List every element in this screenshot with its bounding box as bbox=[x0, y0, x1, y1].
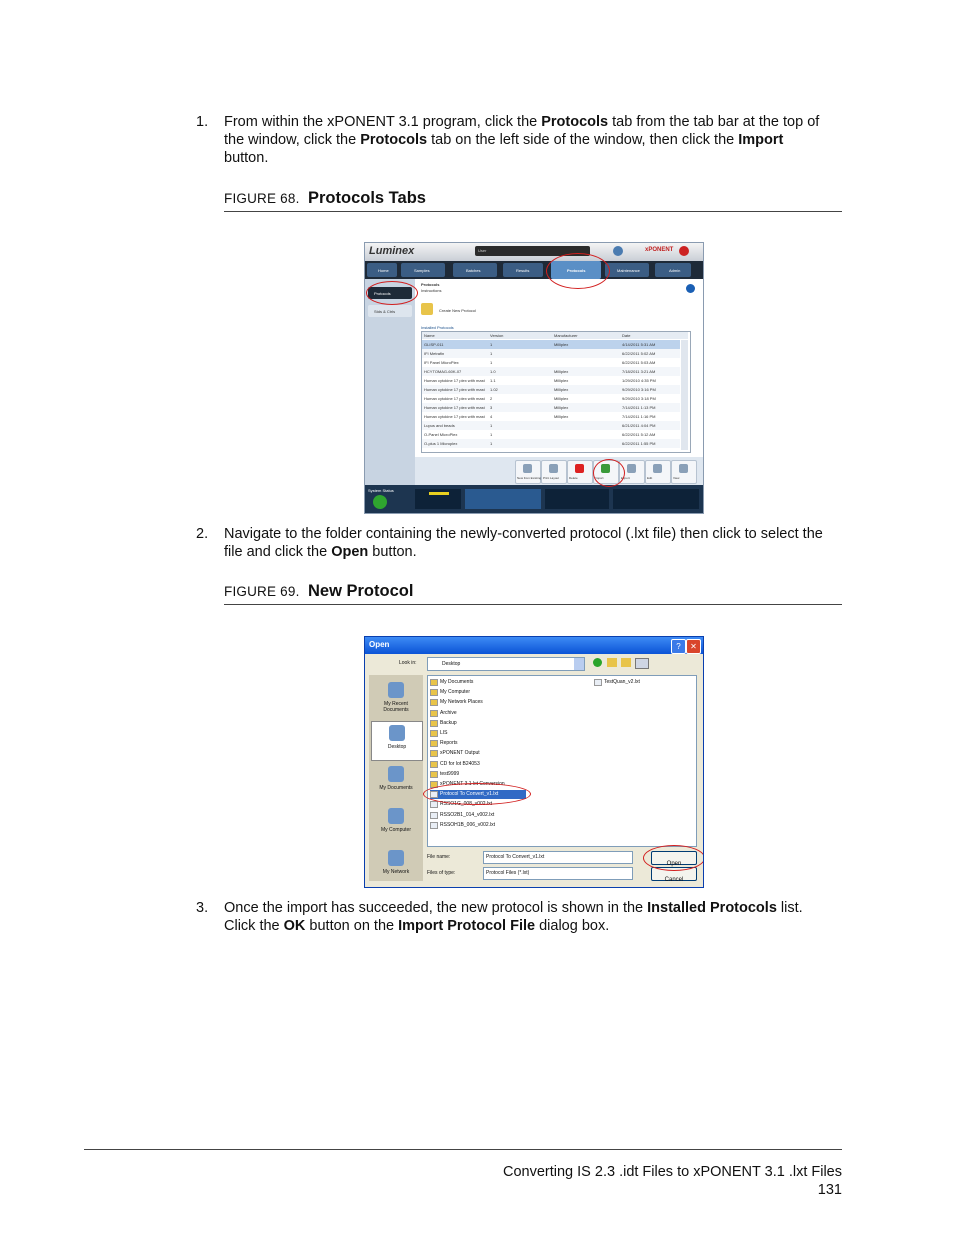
action-button-print-layout[interactable] bbox=[541, 460, 567, 484]
tab-samples[interactable] bbox=[401, 263, 445, 277]
delete-icon bbox=[575, 464, 584, 473]
lookin-select[interactable] bbox=[427, 657, 585, 671]
folder-icon bbox=[430, 679, 438, 686]
action-icon bbox=[549, 464, 558, 473]
table-cell: Human cytokine 17 plex with mast bbox=[424, 387, 485, 392]
bold-term: Protocols bbox=[360, 132, 428, 148]
file-name: Backup bbox=[440, 719, 457, 726]
create-new-icon[interactable] bbox=[421, 303, 433, 315]
action-button-label: Edit bbox=[647, 476, 653, 480]
dialog-titlebar bbox=[365, 637, 703, 654]
filetype-label: Files of type: bbox=[427, 870, 456, 876]
action-button-label: View bbox=[673, 476, 680, 480]
footer-rule bbox=[84, 1149, 842, 1150]
action-button-label: Export bbox=[621, 476, 630, 480]
action-button-edit[interactable] bbox=[645, 460, 671, 484]
help-button[interactable]: ? bbox=[671, 639, 686, 654]
table-cell: 7/14/2011 1:13 PM bbox=[622, 405, 656, 410]
side-tab-label: Protocols bbox=[374, 291, 391, 296]
table-cell: 1.1 bbox=[490, 378, 496, 383]
table-cell: 9/29/2010 3:18 PM bbox=[622, 396, 656, 401]
folder-icon bbox=[430, 740, 438, 747]
table-cell: 9/29/2010 3:16 PM bbox=[622, 387, 656, 392]
file-item[interactable] bbox=[430, 749, 526, 758]
tab-maintenance[interactable] bbox=[605, 263, 649, 277]
text-run: Once the import has succeeded, the new protocol is shown in the bbox=[224, 900, 648, 916]
tab-label: Maintenance bbox=[617, 268, 640, 273]
section-title: Protocols bbox=[421, 282, 440, 287]
table-cell: 4/14/2011 5:31 AM bbox=[622, 342, 656, 347]
bold-term: Import Protocol File bbox=[398, 918, 536, 934]
place-icon bbox=[389, 725, 405, 741]
table-cell: 4 bbox=[490, 414, 493, 419]
create-new-label[interactable]: Create New Protocol bbox=[439, 308, 476, 313]
action-button-label: Print Layout bbox=[543, 476, 560, 480]
table-cell: 3 bbox=[490, 405, 493, 410]
action-button-label: New from Existing bbox=[517, 476, 542, 480]
highlight-circle-file bbox=[423, 783, 531, 808]
table-cell: Milliplex bbox=[554, 405, 569, 410]
side-tab-label: Stds & Ctrls bbox=[374, 309, 396, 314]
table-cell: 1 bbox=[490, 441, 493, 446]
table-cell: Milliplex bbox=[554, 387, 569, 392]
table-cell: Milliplex bbox=[554, 369, 569, 374]
filetype-select[interactable] bbox=[483, 867, 633, 880]
place-label: My Computer bbox=[380, 827, 411, 833]
file-name: My Computer bbox=[440, 689, 471, 696]
file-name: TestQuan_v2.lxt bbox=[604, 679, 640, 685]
file-name: Archive bbox=[440, 709, 457, 716]
table-cell: O-plus 1 Microplex bbox=[424, 441, 458, 446]
highlight-circle-protocols-tab bbox=[546, 253, 610, 289]
file-item[interactable] bbox=[430, 821, 526, 830]
status-ok-icon bbox=[373, 495, 387, 509]
dialog-title: Open bbox=[369, 640, 390, 649]
file-item[interactable] bbox=[594, 678, 690, 687]
table-cell: Human cytokine 17 plex with mast bbox=[424, 396, 485, 401]
table-cell: Human cytokine 17 plex with mast bbox=[424, 414, 485, 419]
column-header: Manufacturer bbox=[554, 333, 578, 338]
place-desktop[interactable] bbox=[371, 721, 423, 761]
figure-68-caption bbox=[224, 189, 842, 212]
file-item[interactable] bbox=[430, 678, 526, 687]
place-label: My Documents bbox=[379, 785, 413, 791]
table-cell: GLISP-011 bbox=[424, 342, 444, 347]
file-item[interactable] bbox=[430, 709, 526, 718]
views-icon[interactable] bbox=[635, 658, 649, 669]
protocols-content bbox=[415, 279, 703, 485]
text-run: tab on the left side of the window, then click the bbox=[427, 132, 739, 148]
open-dialog-screenshot bbox=[364, 636, 704, 888]
table-cell: 1.0 bbox=[490, 369, 496, 374]
back-icon[interactable] bbox=[593, 658, 602, 667]
text-run: list. Click the bbox=[224, 900, 803, 934]
table-cell: 1 bbox=[490, 351, 493, 356]
xponent-brand: xPONENT bbox=[645, 247, 674, 253]
table-cell: Lupus and beads bbox=[424, 423, 455, 428]
figure-title: New Protocol bbox=[307, 582, 414, 600]
action-button-label: Import bbox=[595, 476, 604, 480]
folder-icon bbox=[430, 771, 438, 778]
table-cell: IFI Panel MicroPlex bbox=[424, 360, 459, 365]
folder-icon bbox=[430, 699, 438, 706]
text-run: tab from the tab bar at the top of the window, click the bbox=[224, 114, 820, 148]
xponent-protocols-screenshot bbox=[364, 242, 704, 514]
tab-label: Results bbox=[516, 268, 530, 273]
bold-term: Installed Protocols bbox=[647, 900, 777, 916]
tab-batches[interactable] bbox=[453, 263, 497, 277]
lookin-label: Look in: bbox=[399, 660, 417, 666]
cancel-button-label: Cancel bbox=[664, 877, 684, 883]
instructions-label: Instructions bbox=[421, 288, 442, 293]
table-cell: 1 bbox=[490, 360, 493, 365]
place-icon bbox=[388, 766, 404, 782]
file-item[interactable] bbox=[430, 760, 526, 769]
place-label: My Recent Documents bbox=[383, 701, 409, 713]
place-my-network[interactable] bbox=[371, 847, 421, 885]
system-status-label: System Status bbox=[368, 488, 394, 493]
user-label: User bbox=[478, 248, 487, 253]
filename-label: File name: bbox=[427, 854, 451, 860]
table-cell: Milliplex bbox=[554, 342, 569, 347]
footer-title: Converting IS 2.3 .idt Files to xPONENT 3.1 .lxt Files bbox=[503, 1164, 842, 1180]
text-run: dialog box. bbox=[535, 918, 610, 934]
step-text bbox=[224, 525, 824, 561]
file-name: Reports bbox=[440, 740, 458, 747]
column-header: Version bbox=[490, 333, 504, 338]
figure-label: FIGURE 69. bbox=[224, 584, 300, 599]
table-cell: 6/22/2011 5:03 AM bbox=[622, 360, 656, 365]
bold-term: Protocols bbox=[541, 114, 609, 130]
file-name: xPONENT 3.1 lxt Conversion bbox=[440, 781, 505, 787]
file-item[interactable] bbox=[430, 698, 526, 707]
close-button[interactable]: ✕ bbox=[686, 639, 701, 654]
tab-label: Samples bbox=[414, 268, 430, 273]
table-cell: Milliplex bbox=[554, 414, 569, 419]
folder-icon bbox=[430, 689, 438, 696]
text-run: button. bbox=[368, 544, 417, 560]
info-icon[interactable] bbox=[686, 284, 695, 293]
table-cell: Milliplex bbox=[554, 378, 569, 383]
table-cell: 2 bbox=[490, 396, 493, 401]
table-cell: Human cytokine 17 plex with mast bbox=[424, 405, 485, 410]
action-icon bbox=[627, 464, 636, 473]
table-cell: 6/22/2011 5:02 AM bbox=[622, 351, 656, 356]
power-icon[interactable] bbox=[679, 246, 689, 256]
file-name: test9999 bbox=[440, 770, 460, 777]
table-cell: 6/22/2011 1:55 PM bbox=[622, 441, 656, 446]
status-buttons bbox=[465, 489, 541, 509]
step-number: 1. bbox=[196, 114, 209, 130]
status-readout-2 bbox=[613, 489, 699, 509]
table-cell: Human cytokine 17 plex with mast bbox=[424, 378, 485, 383]
status-readout bbox=[545, 489, 609, 509]
file-name: RSSO1G_008_v002.lxt bbox=[440, 801, 492, 808]
folder-icon bbox=[430, 730, 438, 737]
action-button-view[interactable] bbox=[671, 460, 697, 484]
folder-icon bbox=[430, 710, 438, 717]
figure-label: FIGURE 68. bbox=[224, 191, 300, 206]
bold-term: Open bbox=[331, 544, 369, 560]
file-item[interactable] bbox=[430, 770, 526, 779]
table-cell: 6/22/2011 5:12 AM bbox=[622, 432, 656, 437]
status-panel bbox=[415, 489, 461, 509]
place-my-computer[interactable] bbox=[371, 805, 421, 843]
tab-label: Admin bbox=[669, 268, 681, 273]
new-folder-icon[interactable] bbox=[621, 658, 631, 667]
tab-label: Protocols bbox=[567, 268, 586, 273]
table-cell: IFI Metrafin bbox=[424, 351, 445, 356]
place-my-documents[interactable] bbox=[371, 763, 421, 801]
file-list bbox=[427, 675, 697, 847]
tab-home[interactable] bbox=[367, 263, 397, 277]
file-item[interactable] bbox=[430, 688, 526, 697]
place-my-recent-documents[interactable] bbox=[371, 679, 421, 717]
table-cell: 7/18/2011 3:21 AM bbox=[622, 369, 656, 374]
tab-label: Home bbox=[378, 268, 389, 273]
column-header: Name bbox=[424, 333, 435, 338]
bold-term: Import bbox=[738, 132, 784, 148]
file-item[interactable] bbox=[430, 739, 526, 748]
file-item[interactable] bbox=[430, 811, 526, 820]
text-run: From within the xPONENT 3.1 program, click the bbox=[224, 114, 542, 130]
action-button-delete[interactable] bbox=[567, 460, 593, 484]
step-number: 3. bbox=[196, 900, 209, 916]
action-icon bbox=[679, 464, 688, 473]
text-run: button. bbox=[224, 150, 269, 166]
file-name: CD for lot B24053 bbox=[440, 760, 480, 767]
chevron-down-icon[interactable] bbox=[574, 658, 584, 670]
tab-label: Batches bbox=[466, 268, 481, 273]
file-name: xPONENT Output bbox=[440, 750, 480, 757]
action-button-label: Delete bbox=[569, 476, 578, 480]
tab-results[interactable] bbox=[503, 263, 543, 277]
folder-icon bbox=[430, 720, 438, 727]
luminex-logo: Luminex bbox=[369, 245, 415, 257]
table-cell: 1 bbox=[490, 423, 493, 428]
table-cell: 6/21/2011 4:04 PM bbox=[622, 423, 656, 428]
place-icon bbox=[388, 850, 404, 866]
installed-protocols-label: Installed Protocols bbox=[421, 325, 454, 330]
table-cell: 1/29/2010 4:35 PM bbox=[622, 378, 656, 383]
lookin-value: Desktop bbox=[442, 661, 461, 667]
file-name: My Documents bbox=[440, 679, 474, 685]
file-icon bbox=[430, 801, 438, 808]
file-icon bbox=[430, 822, 438, 829]
highlight-circle-import bbox=[593, 459, 625, 487]
table-cell: Milliplex bbox=[554, 396, 569, 401]
place-icon bbox=[388, 682, 404, 698]
installed-protocols-table bbox=[421, 331, 691, 453]
highlight-circle-side-tab bbox=[366, 281, 418, 305]
folder-icon bbox=[430, 761, 438, 768]
file-name: Protocol To Convert_v1.lxt bbox=[440, 791, 499, 798]
filetype-value: Protocol Files (*.lxt) bbox=[486, 870, 530, 876]
place-icon bbox=[388, 808, 404, 824]
table-scrollbar[interactable] bbox=[681, 340, 688, 450]
table-cell: 1 bbox=[490, 342, 493, 347]
table-cell: 1 bbox=[490, 432, 493, 437]
folder-icon bbox=[430, 750, 438, 757]
main-tab-bar bbox=[365, 261, 703, 279]
action-icon bbox=[523, 464, 532, 473]
filename-input[interactable] bbox=[483, 851, 633, 864]
place-label: Desktop bbox=[387, 744, 407, 750]
table-cell: O-Panel MicroPlex bbox=[424, 432, 458, 437]
action-button-new-from-existing[interactable] bbox=[515, 460, 541, 484]
file-name: RSSO2B1_014_v002.lxt bbox=[440, 811, 495, 818]
places-bar bbox=[369, 675, 423, 881]
place-label: My Network bbox=[382, 869, 410, 875]
highlight-circle-open bbox=[643, 845, 704, 871]
step-text bbox=[224, 899, 824, 935]
figure-title: Protocols Tabs bbox=[307, 189, 426, 207]
bold-term: OK bbox=[283, 918, 306, 934]
tab-admin[interactable] bbox=[655, 263, 691, 277]
file-name: RSSOH1B_006_v002.lxt bbox=[440, 821, 496, 828]
column-header: Date bbox=[622, 333, 631, 338]
xponent-header bbox=[365, 243, 703, 261]
file-icon bbox=[594, 679, 602, 686]
step-number: 2. bbox=[196, 526, 209, 542]
table-cell: 7/14/2011 1:16 PM bbox=[622, 414, 656, 419]
file-item[interactable] bbox=[430, 729, 526, 738]
text-run: button on the bbox=[305, 918, 399, 934]
action-bar bbox=[415, 457, 703, 485]
side-tab-stds-ctrls[interactable] bbox=[368, 305, 412, 317]
file-item[interactable] bbox=[430, 719, 526, 728]
open-button-label: Open bbox=[666, 861, 682, 867]
figure-69-caption bbox=[224, 582, 842, 605]
side-tab-panel bbox=[365, 279, 415, 485]
step-text bbox=[224, 113, 824, 167]
table-cell: 1.02 bbox=[490, 387, 498, 392]
action-icon bbox=[653, 464, 662, 473]
file-name: LIS bbox=[440, 730, 448, 736]
filename-value: Protocol To Convert_v1.lxt bbox=[486, 854, 545, 860]
up-folder-icon[interactable] bbox=[607, 658, 617, 667]
help-icon[interactable] bbox=[613, 246, 623, 256]
file-name: My Network Places bbox=[440, 699, 483, 706]
file-icon bbox=[430, 812, 438, 819]
text-run: Navigate to the folder containing the newly-converted protocol (.lxt file) then click to select the file and click the bbox=[224, 526, 823, 560]
status-strip bbox=[365, 485, 703, 513]
page-number: 131 bbox=[817, 1182, 842, 1198]
table-cell: HCYTOMAG-60K-07 bbox=[424, 369, 462, 374]
